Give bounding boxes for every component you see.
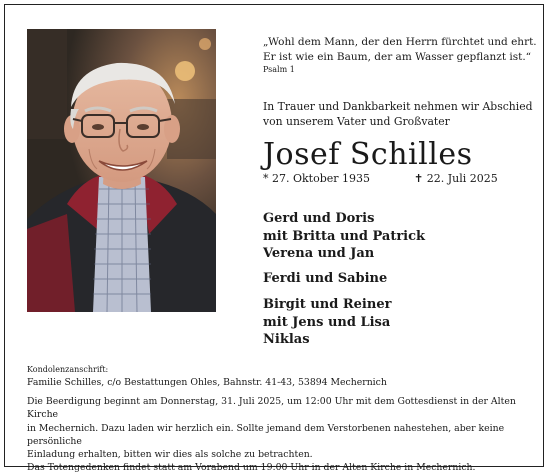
family-line: Birgit und Reiner: [263, 297, 392, 312]
funeral-line-1: Die Beerdigung beginnt am Donnerstag, 31. Juli 2025, um 12:00 Uhr mit dem Gottesdienst in der Alten Kirche: [27, 396, 516, 421]
family-line: mit Britta und Patrick: [263, 228, 426, 244]
family-group-1: [263, 210, 543, 263]
funeral-line-2: in Mechernich. Dazu laden wir herzlich ein. Sollte jemand dem Verstorbenen nahestehen, aber keine persönliche: [27, 422, 505, 447]
family-line: mit Jens und Lisa: [263, 314, 391, 330]
bible-quote: [263, 35, 538, 76]
family-group-2: [263, 270, 543, 288]
funeral-details: [27, 364, 532, 474]
portrait-photo: [27, 29, 216, 312]
intro-line-1: In Trauer und Dankbarkeit nehmen wir Abschied: [263, 100, 533, 113]
funeral-line-3: Einladung erhalten, bitten wir dies als solche zu betrachten.: [27, 449, 313, 461]
quote-line-2: Er ist wie ein Baum, der am Wasser gepflanzt ist.“: [263, 50, 532, 63]
death-date: ✝ 22. Juli 2025: [414, 172, 498, 185]
memorial-line: Das Totengedenken findet statt am Vorabend um 19:00 Uhr in der Alten Kirche in Mechernich.: [27, 462, 476, 474]
birth-date: * 27. Oktober 1935: [263, 172, 371, 185]
family-line: Gerd und Doris: [263, 211, 375, 226]
quote-source: Psalm 1: [263, 65, 295, 74]
quote-line-1: „Wohl dem Mann, der den Herrn fürchtet und ehrt.: [263, 36, 537, 48]
intro-line-2: von unserem Vater und Großvater: [263, 115, 450, 128]
family-group-3: [263, 296, 543, 349]
condolence-address: Familie Schilles, c/o Bestattungen Ohles, Bahnstr. 41-43, 53894 Mechernich: [27, 377, 387, 388]
condolence-label: Kondolenzanschrift:: [27, 365, 109, 374]
deceased-name: Josef Schilles: [263, 137, 473, 172]
portrait-illustration: [27, 29, 216, 312]
family-line: Niklas: [263, 332, 310, 347]
life-dates: [263, 172, 543, 186]
intro-text: [263, 99, 543, 129]
family-line: Ferdi und Sabine: [263, 271, 388, 286]
family-line: Verena und Jan: [263, 246, 375, 261]
